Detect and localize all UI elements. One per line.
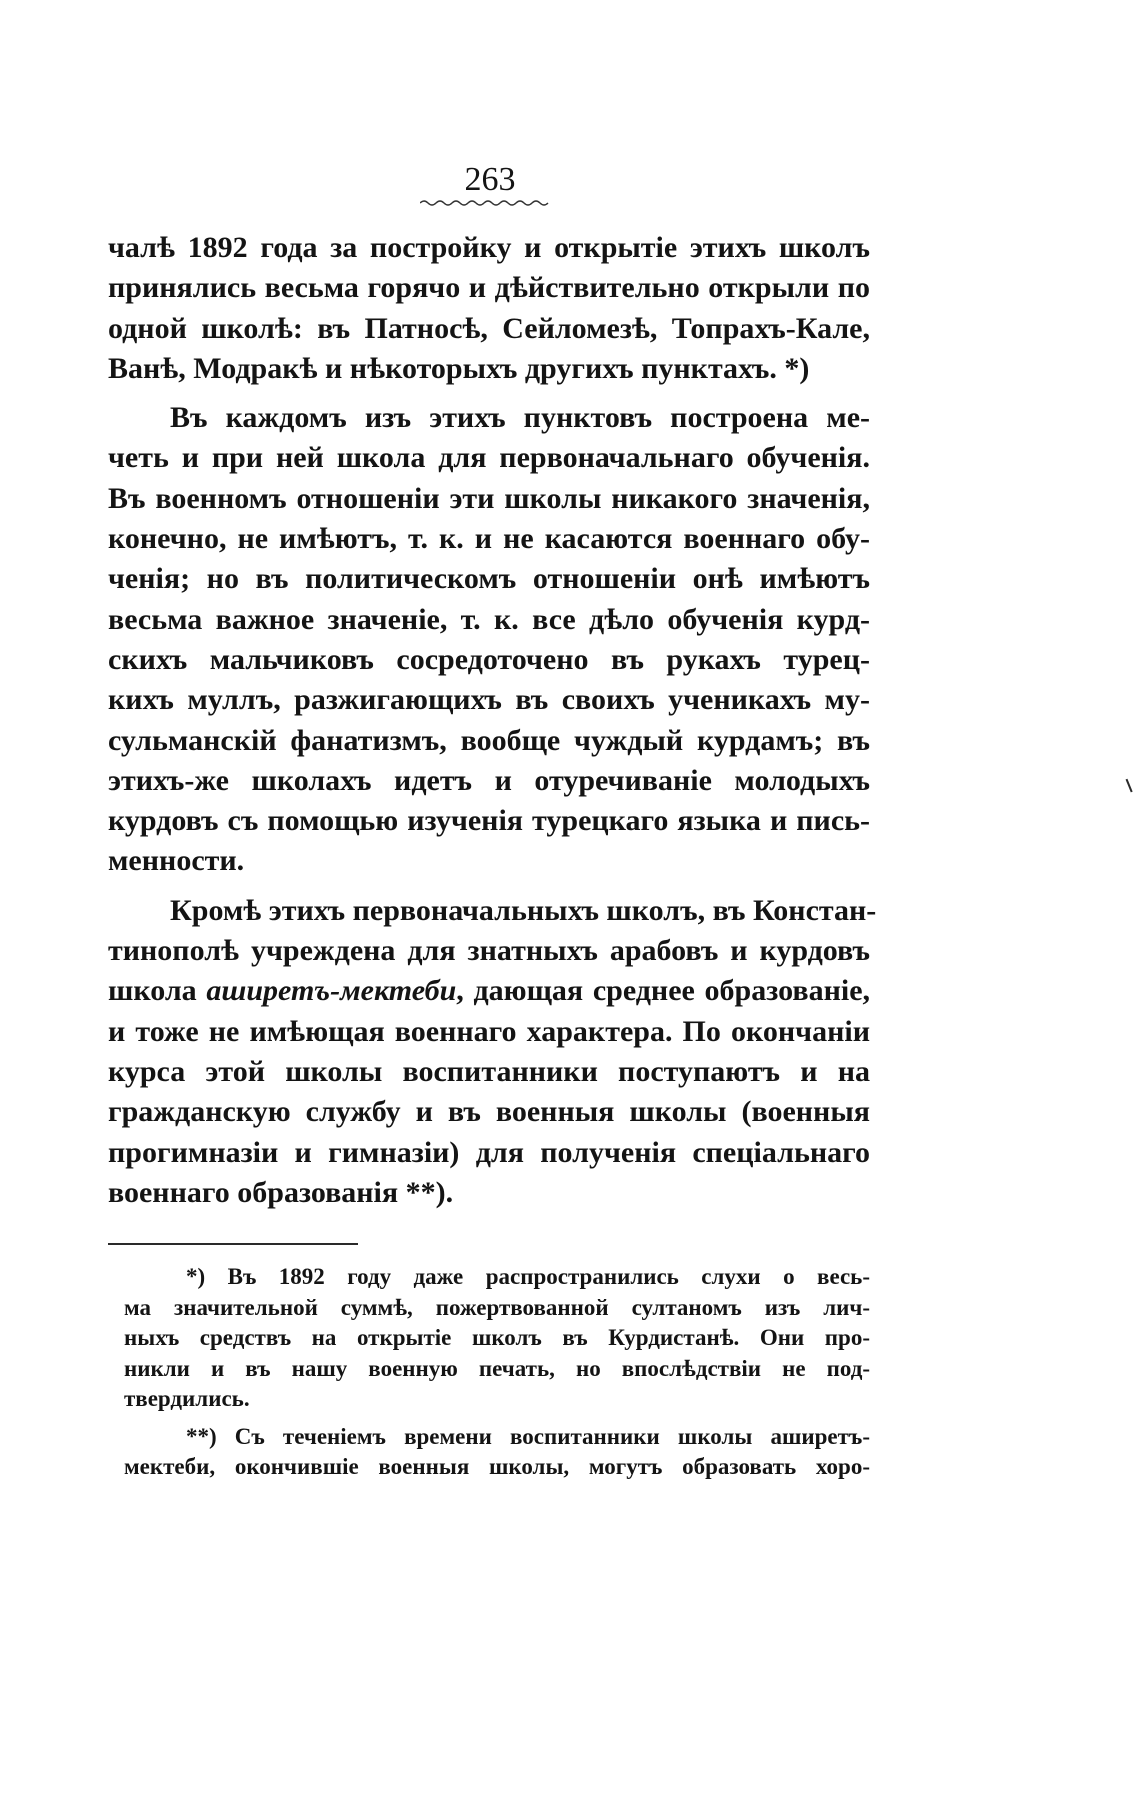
text-line: гражданскую службу и въ военныя школы (военныя	[108, 1095, 870, 1129]
footnote-line: твердились.	[124, 1386, 250, 1411]
footnote-2	[124, 1422, 870, 1483]
page-number: 263	[464, 161, 516, 198]
body-text	[108, 228, 877, 1213]
paragraph-3	[108, 891, 877, 1213]
text-line: и тоже не имѣющая военнаго характера. По окончаніи	[108, 1014, 870, 1048]
text-fragment: , дающая среднее образованіе,	[456, 974, 871, 1008]
text-line: курдовъ съ помощью изученія турецкаго языка и пись-	[108, 804, 870, 838]
text-line: тинополѣ учреждена для знатныхъ арабовъ и курдовъ	[108, 934, 870, 968]
text-fragment: школа	[108, 974, 207, 1008]
paragraph-1	[108, 228, 870, 389]
text-line: Ванѣ, Модракѣ и нѣкоторыхъ другихъ пунктахъ. *)	[108, 351, 810, 385]
text-line: одной школѣ: въ Патносѣ, Сейломезѣ, Топрахъ-Кале,	[108, 311, 870, 345]
text-line: кихъ муллъ, разжигающихъ въ своихъ ученикахъ му-	[108, 683, 870, 717]
text-line: чалѣ 1892 года за постройку и открытіе этихъ школъ	[108, 231, 870, 264]
footnote-line: мектеби, окончившіе военныя школы, могутъ образовать хоро-	[124, 1454, 870, 1479]
decorative-wavy-rule	[420, 198, 550, 208]
footnote-line: **) Съ теченіемъ времени воспитанники школы аширетъ-	[186, 1423, 870, 1449]
italic-term: аширетъ-мектеби	[206, 974, 457, 1008]
text-line: ченія; но въ политическомъ отношеніи онѣ имѣютъ	[108, 562, 870, 596]
text-line: этихъ-же школахъ идетъ и отуречиваніе молодыхъ	[108, 763, 870, 797]
text-line: весьма важное значеніе, т. к. все дѣло обученія курд-	[108, 602, 870, 636]
text-line-with-term	[108, 971, 870, 1011]
text-line: Въ каждомъ изъ этихъ пунктовъ построена ме-	[170, 401, 870, 435]
text-line: военнаго образованія **).	[108, 1175, 454, 1209]
footnote-line: никли и въ нашу военную печать, но впослѣдствіи не под-	[124, 1355, 870, 1381]
text-line: прогимназіи и гимназіи) для полученія спеціальнаго	[108, 1135, 870, 1169]
text-line: скихъ мальчиковъ сосредоточено въ рукахъ турец-	[108, 642, 870, 676]
text-line: Кромѣ этихъ первоначальныхъ школъ, въ Констан-	[170, 893, 877, 927]
footnote-line: *) Въ 1892 году даже распространились слухи о весь-	[186, 1264, 870, 1289]
margin-mark	[1126, 778, 1136, 793]
text-line: сульманскій фанатизмъ, вообще чуждый курдамъ; въ	[108, 723, 870, 757]
footnote-line: ныхъ средствъ на открытіе школъ въ Курдистанѣ. Они про-	[124, 1325, 870, 1350]
text-line: четь и при ней школа для первоначальнаго обученія.	[108, 441, 870, 475]
footnote-divider	[108, 1243, 358, 1245]
text-line: принялись весьма горячо и дѣйствительно открыли по	[108, 271, 870, 305]
footnotes	[124, 1262, 870, 1483]
text-line: конечно, не имѣютъ, т. к. и не касаются военнаго обу-	[108, 522, 870, 556]
text-line: Въ военномъ отношеніи эти школы никакого значенія,	[108, 481, 870, 515]
paragraph-2	[108, 398, 870, 882]
footnote-1	[124, 1262, 870, 1415]
text-line: курса этой школы воспитанники поступаютъ и на	[108, 1054, 870, 1088]
text-line: менности.	[108, 844, 245, 878]
footnote-line: ма значительной суммѣ, пожертвованной султаномъ изъ лич-	[124, 1294, 870, 1320]
